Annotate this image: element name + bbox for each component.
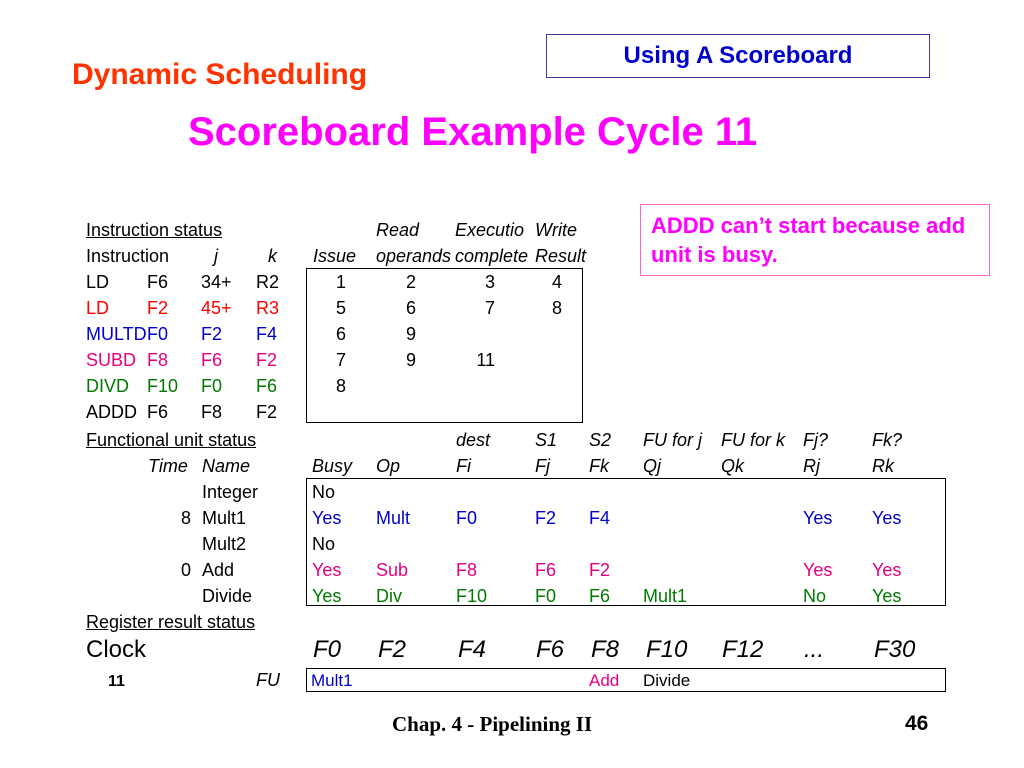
instr-j: 34+ xyxy=(201,272,232,292)
topic-box-label: Using A Scoreboard xyxy=(623,42,853,69)
fu-busy: Yes xyxy=(312,560,342,580)
instr-op: SUBD xyxy=(86,350,137,370)
topic-box xyxy=(546,34,930,78)
rj-header-top: Fj? xyxy=(803,430,829,450)
instr-j: F8 xyxy=(201,402,223,422)
register-fu-value: Divide xyxy=(643,671,691,690)
fu-op: Mult xyxy=(376,508,411,528)
write-header-top: Write xyxy=(535,220,577,240)
s2-header-top: S2 xyxy=(589,430,612,450)
register-header: F2 xyxy=(378,636,407,663)
fu-fj: F2 xyxy=(535,508,557,528)
rk-header: Rk xyxy=(872,456,894,476)
fi-header: Fi xyxy=(456,456,471,476)
fu-fi: F8 xyxy=(456,560,478,580)
op-header: Op xyxy=(376,456,401,476)
fu-op: Div xyxy=(376,586,402,606)
instr-j: F2 xyxy=(201,324,223,344)
issue-header: Issue xyxy=(313,246,357,266)
register-header: ... xyxy=(804,636,825,663)
dest-header-top: dest xyxy=(456,430,491,450)
instr-op: ADDD xyxy=(86,402,138,422)
instr-write: 4 xyxy=(551,272,562,292)
instr-k: R3 xyxy=(256,298,280,318)
instr-read: 2 xyxy=(405,272,416,292)
instr-op: LD xyxy=(86,272,110,292)
instr-k: R2 xyxy=(256,272,280,292)
slide-header-title: Dynamic Scheduling xyxy=(72,58,368,91)
fu-fj: F0 xyxy=(535,586,557,606)
callout-note: ADDD can’t start because add unit is busy. xyxy=(640,204,990,276)
fu-rk: Yes xyxy=(872,560,902,580)
instr-k: F2 xyxy=(256,350,278,370)
fu-status-box xyxy=(306,478,946,606)
clock-value: 11 xyxy=(108,673,125,690)
s1-header-top: S1 xyxy=(535,430,558,450)
instr-issue: 1 xyxy=(335,272,346,292)
fu-fi: F0 xyxy=(456,508,478,528)
fu-rj: Yes xyxy=(803,508,833,528)
fu-fk: F4 xyxy=(589,508,611,528)
instr-k: F2 xyxy=(256,402,278,422)
fj-header: Fj xyxy=(535,456,550,476)
instr-k: F4 xyxy=(256,324,278,344)
fu-name: Integer xyxy=(202,482,259,502)
k-header: k xyxy=(268,246,277,266)
fu-name: Add xyxy=(202,560,235,580)
fu-rj: No xyxy=(803,586,827,606)
instr-read: 6 xyxy=(405,298,416,318)
instr-dest: F0 xyxy=(147,324,169,344)
fu-name: Mult1 xyxy=(202,508,247,528)
fu-busy: Yes xyxy=(312,508,342,528)
fu-rk: Yes xyxy=(872,508,902,528)
register-header: F4 xyxy=(458,636,487,663)
qj-header-top: FU for j xyxy=(643,430,703,450)
j-header: j xyxy=(214,246,218,266)
fu-busy: Yes xyxy=(312,586,342,606)
fu-time: 0 xyxy=(180,560,191,580)
instruction-status-label: Instruction status xyxy=(86,220,223,240)
instr-read: 9 xyxy=(405,324,416,344)
fu-status-label: Functional unit status xyxy=(86,430,257,450)
slide-title: Scoreboard Example Cycle 11 xyxy=(188,110,758,154)
footer-chapter: Chap. 4 - Pipelining II xyxy=(392,712,593,736)
footer-page-number: 46 xyxy=(905,712,929,735)
rj-header: Rj xyxy=(803,456,820,476)
fu-rj: Yes xyxy=(803,560,833,580)
instr-exec: 3 xyxy=(484,272,495,292)
register-status-box xyxy=(306,668,946,692)
instr-j: F6 xyxy=(201,350,223,370)
fu-fk: F6 xyxy=(589,586,611,606)
instr-k: F6 xyxy=(256,376,278,396)
fu-label: FU xyxy=(256,670,280,690)
busy-header: Busy xyxy=(312,456,353,476)
register-header: F8 xyxy=(591,636,620,663)
qk-header: Qk xyxy=(721,456,745,476)
instr-issue: 7 xyxy=(335,350,346,370)
register-fu-value: Add xyxy=(589,671,620,690)
fu-fi: F10 xyxy=(456,586,488,606)
exec-header: complete xyxy=(455,246,529,266)
instr-exec: 7 xyxy=(484,298,495,318)
instruction-header: Instruction xyxy=(86,246,170,266)
fu-fj: F6 xyxy=(535,560,557,580)
instr-issue: 5 xyxy=(335,298,346,318)
fu-name: Divide xyxy=(202,586,253,606)
rk-header-top: Fk? xyxy=(872,430,903,450)
register-header: F6 xyxy=(536,636,565,663)
instr-dest: F6 xyxy=(147,272,169,292)
instr-j: 45+ xyxy=(201,298,232,318)
instr-issue: 6 xyxy=(335,324,346,344)
fu-rk: Yes xyxy=(872,586,902,606)
instr-write: 8 xyxy=(551,298,562,318)
exec-header-top: Executio xyxy=(455,220,525,240)
qj-header: Qj xyxy=(643,456,661,476)
instr-dest: F10 xyxy=(147,376,179,396)
qk-header-top: FU for k xyxy=(721,430,786,450)
read-header-top: Read xyxy=(376,220,420,240)
instr-issue: 8 xyxy=(335,376,346,396)
register-header: F30 xyxy=(874,636,916,663)
fk-header: Fk xyxy=(589,456,609,476)
register-fu-value: Mult1 xyxy=(311,671,353,690)
register-header: F12 xyxy=(722,636,764,663)
time-header: Time xyxy=(148,456,188,476)
instr-dest: F2 xyxy=(147,298,169,318)
fu-fk: F2 xyxy=(589,560,611,580)
register-header: F0 xyxy=(313,636,342,663)
register-header: F10 xyxy=(646,636,688,663)
instr-exec: 11 xyxy=(476,350,495,370)
fu-busy: No xyxy=(312,534,336,554)
instr-op: MULTD xyxy=(86,324,147,344)
read-header: operands xyxy=(376,246,452,266)
fu-qj: Mult1 xyxy=(643,586,688,606)
clock-label: Clock xyxy=(86,636,147,663)
instr-read: 9 xyxy=(405,350,416,370)
fu-busy: No xyxy=(312,482,336,502)
fu-name: Mult2 xyxy=(202,534,247,554)
instr-dest: F6 xyxy=(147,402,169,422)
fu-time: 8 xyxy=(180,508,191,528)
instr-j: F0 xyxy=(201,376,223,396)
name-header: Name xyxy=(202,456,251,476)
write-header: Result xyxy=(535,246,587,266)
instr-op: LD xyxy=(86,298,110,318)
fu-op: Sub xyxy=(376,560,409,580)
instr-dest: F8 xyxy=(147,350,169,370)
register-status-label: Register result status xyxy=(86,612,256,632)
instr-op: DIVD xyxy=(86,376,130,396)
